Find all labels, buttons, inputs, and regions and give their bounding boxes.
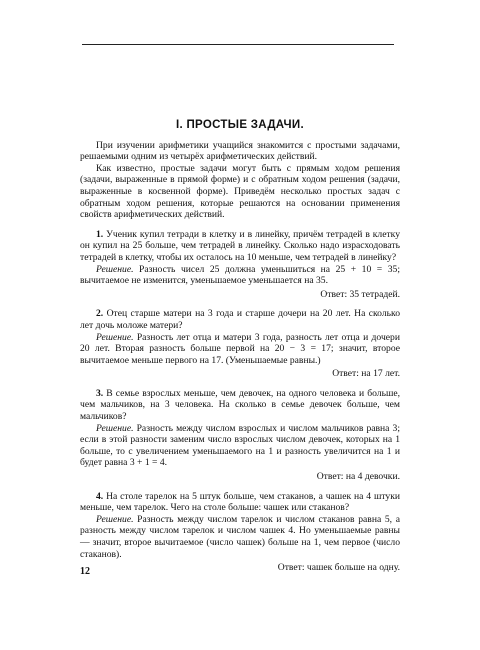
answer: Ответ: 35 тетрадей.: [320, 288, 400, 300]
solution-label: Решение.: [96, 513, 134, 525]
answer: Ответ: на 17 лет.: [332, 368, 400, 380]
problem-text: Ученик купил тетради в клетку и в линейку, причём тетрадей в клетку он купил на 25 больше, чем тетрадей в линейку. Сколько надо израсходовать тетрадей в клетку, чтобы их осталось на 10 меньше, чем тетрадей в линейку?: [80, 228, 400, 263]
page-content: [80, 120, 400, 574]
intro-paragraph-2: Как известно, простые задачи могут быть с прямым ходом решения (задачи, выраженные в прямой форме) и с обратным ходом решения (задачи, выраженные в косвенной форме). Приведём несколько простых задач с обратным ходом решения, которые решаются на основании применения свойств арифметических действий.: [80, 162, 400, 221]
solution-text: Разность между числом взрослых и числом мальчиков равна 3; если в этой разности заменим число взрослых числом девочек, которых на 1 больше, то с увеличением уменьшаемого на 1 и разность увеличится на 1 и будет равна 3 + 1 = 4.: [80, 422, 400, 469]
problem-1: [80, 229, 400, 301]
intro-paragraph-1: При изучении арифметики учащийся знакомится с простыми задачами, решаемыми одним из четырёх арифметических действий.: [80, 139, 400, 163]
solution-text: Разность чисел 25 должна уменьшиться на 25 + 10 = 35; вычитаемое не изменится, уменьшаемое уменьшается на 35.: [80, 263, 400, 287]
problem-statement: [80, 229, 400, 264]
section-heading: I. ПРОСТЫЕ ЗАДАЧИ.: [176, 119, 304, 131]
problem-statement: [80, 491, 400, 514]
problem-number: 1.: [96, 228, 104, 240]
problem-2: [80, 308, 400, 380]
problem-statement: [80, 388, 400, 423]
top-rule: [82, 44, 394, 45]
answer: Ответ: чашек больше на одну.: [277, 562, 400, 574]
problem-text: Отец старше матери на 3 года и старше дочери на 20 лет. На сколько лет дочь моложе матери?: [80, 308, 400, 331]
problem-number: 2.: [96, 308, 104, 320]
problem-text: В семье взрослых меньше, чем девочек, на одного человека и больше, чем мальчиков, на 3 человека. На сколько в семье девочек больше, чем мальчиков?: [80, 387, 400, 423]
solution-label: Решение.: [96, 263, 134, 275]
solution: [80, 423, 400, 469]
problem-4: [80, 491, 400, 574]
solution: [80, 514, 400, 560]
problem-number: 4.: [96, 490, 104, 502]
page-number: 12: [80, 566, 90, 577]
problem-text: На столе тарелок на 5 штук больше, чем стаканов, а чашек на 4 штуки меньше, чем тарелок. Чего на столе больше: чашек или стаканов?: [80, 490, 400, 514]
solution-text: Разность лет отца и матери 3 года, разность лет отца и дочери 20 лет. Вторая разность больше первой на 20 − 3 = 17; значит, второе вычитаемое меньше первого на 17. (Уменьшаемые равны.): [80, 331, 400, 366]
solution-label: Решение.: [96, 422, 134, 434]
problem-statement: [80, 308, 400, 331]
problem-3: [80, 388, 400, 483]
solution-text: Разность между числом тарелок и числом стаканов равна 5, а разность между числом тарелок и числом чашек 4. Но уменьшаемые равны — значит, второе вычитаемое (число чашек) больше на 1, чем первое (число стаканов).: [80, 513, 400, 560]
answer: Ответ: на 4 девочки.: [316, 471, 400, 483]
problem-number: 3.: [96, 387, 104, 399]
solution-label: Решение.: [96, 331, 134, 343]
solution: [80, 264, 400, 287]
solution: [80, 332, 400, 367]
